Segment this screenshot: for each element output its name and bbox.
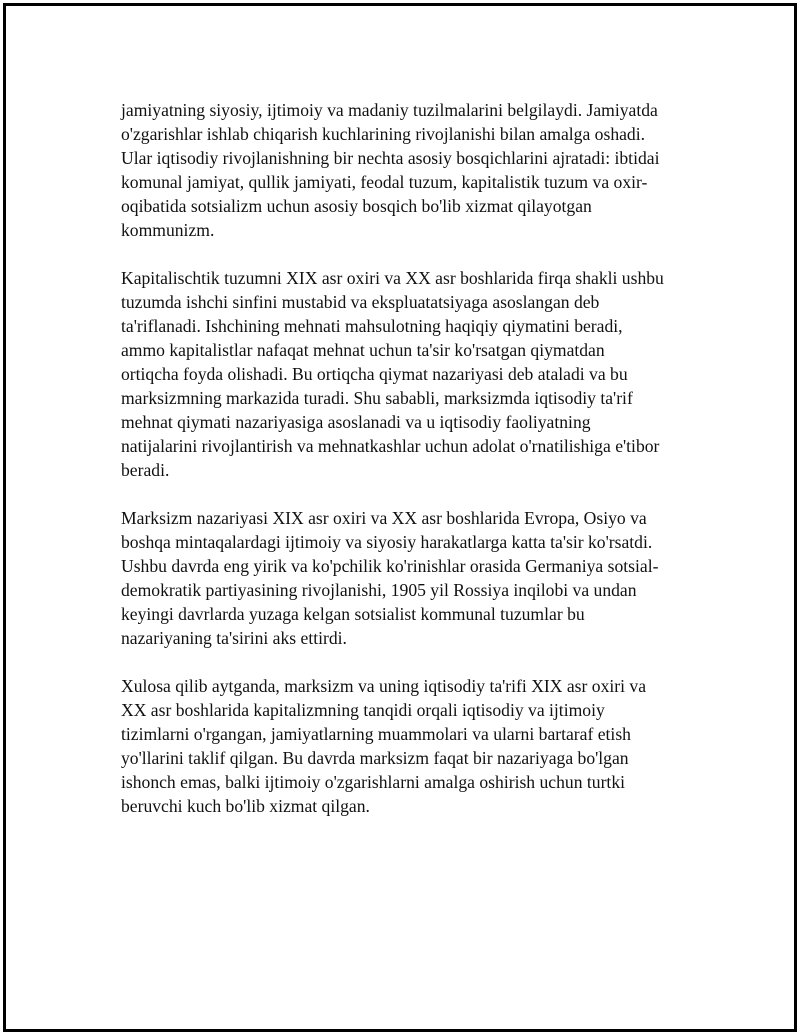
text-line: o'zgarishlar ishlab chiqarish kuchlarining rivojlanishi bilan amalga oshadi.	[121, 124, 646, 144]
text-line: ta'riflanadi. Ishchining mehnati mahsulotning haqiqiy qiymatini beradi,	[121, 316, 623, 336]
text-line: yo'llarini taklif qilgan. Bu davrda marksizm faqat bir nazariyaga bo'lgan	[121, 748, 629, 768]
text-line: keyingi davrlarda yuzaga kelgan sotsialist kommunal tuzumlar bu	[121, 604, 585, 624]
text-line: nazariyaning ta'sirini aks ettirdi.	[121, 628, 347, 648]
text-line: ishonch emas, balki ijtimoiy o'zgarishlarni amalga oshirish uchun turtki	[121, 772, 626, 792]
text-line: tuzumda ishchi sinfini mustabid va ekspluatatsiyaga asoslangan deb	[121, 292, 600, 312]
text-line: XX asr boshlarida kapitalizmning tanqidi orqali iqtisodiy va ijtimoiy	[121, 700, 605, 720]
paragraph-3	[121, 506, 696, 650]
text-line: Ular iqtisodiy rivojlanishning bir nechta asosiy bosqichlarini ajratadi: ibtidai	[121, 148, 660, 168]
page-border	[3, 3, 797, 1032]
text-line: jamiyatning siyosiy, ijtimoiy va madaniy tuzilmalarini belgilaydi. Jamiyatda	[121, 100, 658, 120]
paragraph-1	[121, 98, 696, 242]
text-line: komunal jamiyat, qullik jamiyati, feodal tuzum, kapitalistik tuzum va oxir-	[121, 172, 648, 192]
paragraph-4	[121, 674, 696, 818]
text-line: mehnat qiymati nazariyasiga asoslanadi va u iqtisodiy faoliyatning	[121, 412, 591, 432]
paragraph-2	[121, 266, 696, 482]
document-body	[121, 98, 696, 842]
text-line: oqibatida sotsializm uchun asosiy bosqich bo'lib xizmat qilayotgan	[121, 196, 592, 216]
text-line: ortiqcha foyda olishadi. Bu ortiqcha qiymat nazariyasi deb ataladi va bu	[121, 364, 628, 384]
text-line: ammo kapitalistlar nafaqat mehnat uchun ta'sir ko'rsatgan qiymatdan	[121, 340, 605, 360]
text-line: kommunizm.	[121, 220, 215, 240]
text-line: beruvchi kuch bo'lib xizmat qilgan.	[121, 796, 370, 816]
text-line: Marksizm nazariyasi XIX asr oxiri va XX asr boshlarida Evropa, Osiyo va	[121, 508, 647, 528]
text-line: Kapitalischtik tuzumni XIX asr oxiri va XX asr boshlarida firqa shakli ushbu	[121, 268, 664, 288]
text-line: demokratik partiyasining rivojlanishi, 1905 yil Rossiya inqilobi va undan	[121, 580, 637, 600]
text-line: boshqa mintaqalardagi ijtimoiy va siyosiy harakatlarga katta ta'sir ko'rsatdi.	[121, 532, 653, 552]
text-line: Xulosa qilib aytganda, marksizm va uning iqtisodiy ta'rifi XIX asr oxiri va	[121, 676, 647, 696]
text-line: marksizmning markazida turadi. Shu sababli, marksizmda iqtisodiy ta'rif	[121, 388, 633, 408]
text-line: Ushbu davrda eng yirik va ko'pchilik ko'rinishlar orasida Germaniya sotsial-	[121, 556, 659, 576]
text-line: natijalarini rivojlantirish va mehnatkashlar uchun adolat o'rnatilishiga e'tibor	[121, 436, 660, 456]
text-line: tizimlarni o'rgangan, jamiyatlarning muammolari va ularni bartaraf etish	[121, 724, 631, 744]
text-line: beradi.	[121, 460, 170, 480]
